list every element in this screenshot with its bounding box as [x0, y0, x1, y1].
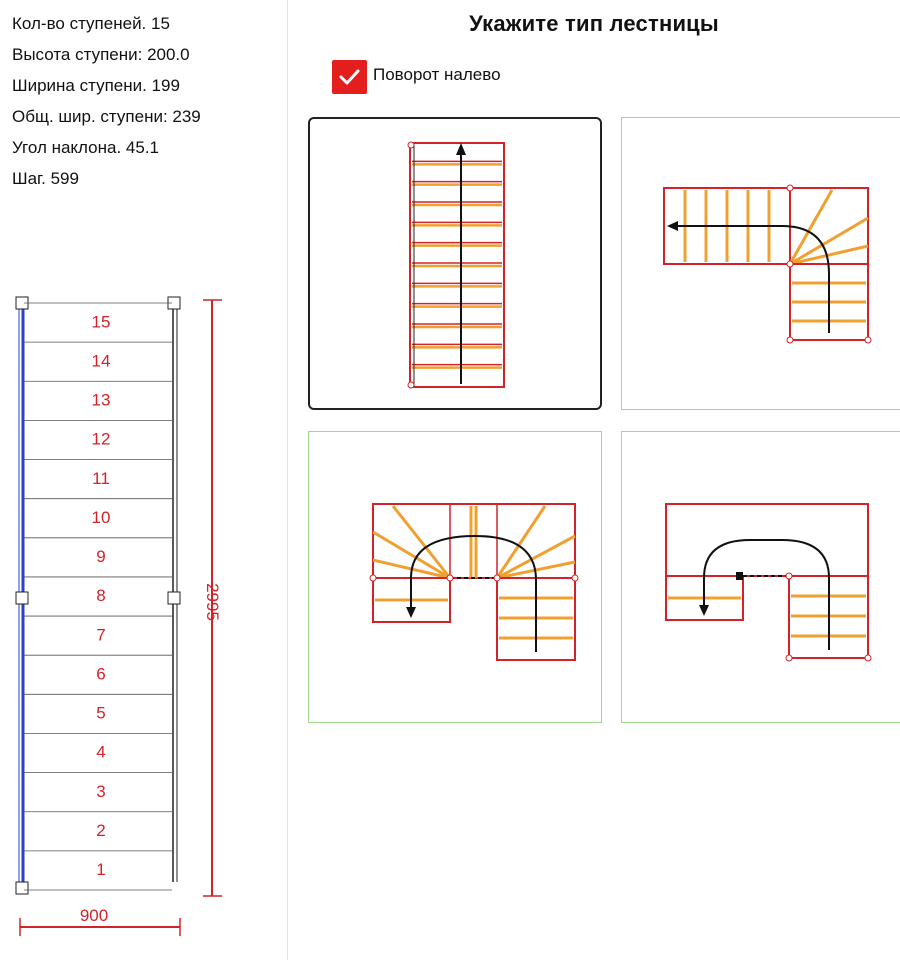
post	[736, 572, 743, 580]
step-number: 3	[96, 781, 106, 801]
step-number: 4	[96, 742, 106, 762]
height-dimension-label: 2995	[203, 583, 222, 621]
post	[168, 592, 180, 604]
param-pitch: Шаг. 599	[12, 169, 79, 188]
l-winder-stair-icon	[622, 118, 900, 411]
post	[408, 382, 414, 388]
arrow-head	[699, 605, 709, 616]
turn-left-checkbox[interactable]	[332, 60, 367, 94]
step-number: 10	[91, 507, 111, 527]
post	[787, 185, 793, 191]
post	[447, 575, 453, 581]
parameters-panel	[0, 0, 287, 960]
param-step-width: Ширина ступени. 199	[12, 76, 180, 95]
post	[370, 575, 376, 581]
step-number: 11	[92, 468, 110, 488]
stair-steps	[412, 161, 502, 367]
stair-type-chooser	[288, 0, 900, 960]
stair-type-l-winder-option[interactable]	[621, 117, 900, 410]
step-number: 14	[91, 351, 111, 371]
step-number: 1	[96, 860, 106, 880]
post	[865, 337, 871, 343]
step-number: 7	[96, 625, 106, 645]
param-step-height: Высота ступени: 200.0	[12, 45, 190, 64]
parameters-list	[12, 8, 201, 194]
step-number: 13	[91, 390, 111, 410]
step-number: 9	[96, 547, 106, 567]
param-angle: Угол наклона. 45.1	[12, 138, 159, 157]
u-platform-stair-icon	[622, 432, 900, 724]
param-steps-count: Кол-во ступеней. 15	[12, 14, 170, 33]
straight-stair-icon	[310, 119, 604, 412]
step-number: 8	[96, 586, 106, 606]
post	[786, 655, 792, 661]
post	[865, 655, 871, 661]
direction-arrow	[674, 226, 829, 333]
stair-plan-drawing	[0, 280, 287, 960]
width-dimension-label: 900	[79, 906, 109, 925]
param-total-width: Общ. шир. ступени: 239	[12, 107, 201, 126]
step-number: 6	[96, 664, 106, 684]
turn-left-label[interactable]: Поворот налево	[373, 65, 501, 84]
winder-step	[497, 506, 545, 578]
post	[494, 575, 500, 581]
step-number: 15	[91, 312, 111, 332]
post	[16, 592, 28, 604]
post	[572, 575, 578, 581]
arrow-head	[667, 221, 678, 231]
arrow-head	[456, 143, 466, 155]
stair-type-u-winder-option[interactable]	[308, 431, 602, 723]
post	[16, 882, 28, 894]
step-number: 5	[96, 703, 106, 723]
u-winder-stair-icon	[309, 432, 603, 724]
step-number: 12	[91, 429, 111, 449]
post	[787, 261, 793, 267]
stair-type-u-platform-option[interactable]	[621, 431, 900, 723]
step-number: 2	[96, 820, 106, 840]
post	[787, 337, 793, 343]
checkmark-icon	[339, 68, 360, 86]
post	[408, 142, 414, 148]
step-numbers	[92, 312, 111, 879]
stair-type-straight-option[interactable]	[308, 117, 602, 410]
post	[786, 573, 792, 579]
arrow-head	[406, 607, 416, 618]
chooser-title: Укажите тип лестницы	[469, 11, 719, 36]
